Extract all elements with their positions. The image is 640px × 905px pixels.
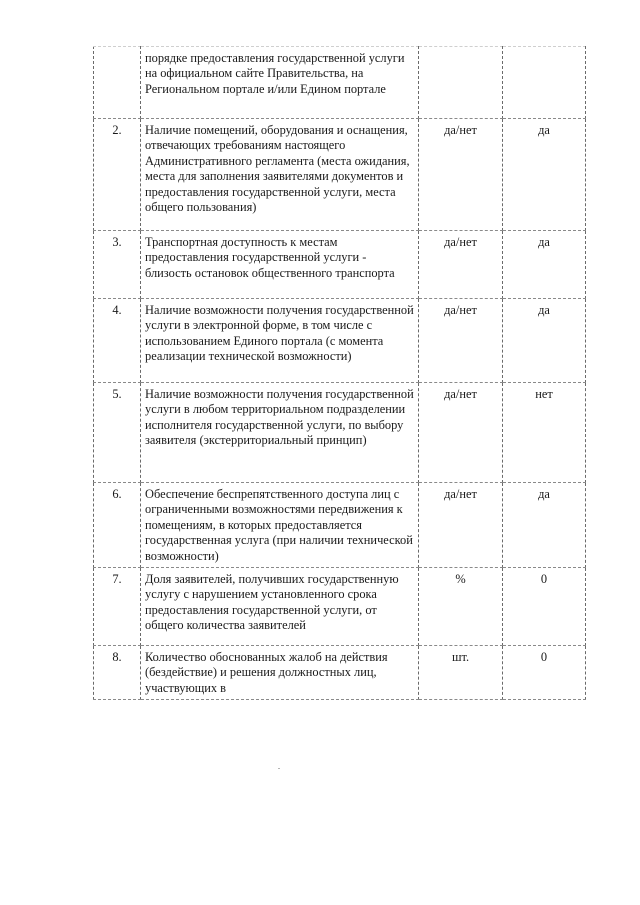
indicator-value: да bbox=[503, 483, 586, 568]
unit-of-measure: да/нет bbox=[419, 483, 503, 568]
row-number: 2. bbox=[94, 119, 141, 231]
row-number: 4. bbox=[94, 299, 141, 383]
row-number: 3. bbox=[94, 231, 141, 299]
unit-of-measure: да/нет bbox=[419, 383, 503, 483]
table-row bbox=[94, 299, 586, 383]
indicator-name: Транспортная доступность к местам предоставления государственной услуги - близость остановок общественного транспорта bbox=[141, 231, 419, 299]
indicator-value: 0 bbox=[503, 568, 586, 646]
row-number: 8. bbox=[94, 646, 141, 700]
indicator-value: 0 bbox=[503, 646, 586, 700]
indicator-value: да bbox=[503, 119, 586, 231]
indicator-name: Наличие возможности получения государственной услуги в электронной форме, в том числе с использованием Единого портала (с момента реализации технической возможности) bbox=[141, 299, 419, 383]
indicator-value: да bbox=[503, 299, 586, 383]
table-row bbox=[94, 231, 586, 299]
unit-of-measure: да/нет bbox=[419, 231, 503, 299]
unit-of-measure: да/нет bbox=[419, 119, 503, 231]
unit-of-measure: да/нет bbox=[419, 299, 503, 383]
table-row bbox=[94, 646, 586, 700]
scan-speck bbox=[278, 768, 280, 769]
table-row bbox=[94, 483, 586, 568]
unit-of-measure: шт. bbox=[419, 646, 503, 700]
table-row bbox=[94, 383, 586, 483]
unit-of-measure: % bbox=[419, 568, 503, 646]
row-number bbox=[94, 47, 141, 119]
indicator-name: порядке предоставления государственной услуги на официальном сайте Правительства, на Региональном портале и/или Едином портале bbox=[141, 47, 419, 119]
table-row bbox=[94, 568, 586, 646]
row-number: 6. bbox=[94, 483, 141, 568]
table-row bbox=[94, 119, 586, 231]
indicator-value: нет bbox=[503, 383, 586, 483]
indicator-value bbox=[503, 47, 586, 119]
row-number: 7. bbox=[94, 568, 141, 646]
indicator-name: Наличие возможности получения государственной услуги в любом территориальном подразделении исполнителя государственной услуги, по выбору заявителя (экстерриториальный принцип) bbox=[141, 383, 419, 483]
indicator-name: Доля заявителей, получивших государственную услугу с нарушением установленного срока предоставления государственной услуги, от общего количества заявителей bbox=[141, 568, 419, 646]
indicator-name: Наличие помещений, оборудования и оснащения, отвечающих требованиям настоящего Административного регламента (места ожидания, места для заполнения заявителями документов и предоставления государственной услуги, места общего пользования) bbox=[141, 119, 419, 231]
indicators-table bbox=[93, 46, 586, 700]
unit-of-measure bbox=[419, 47, 503, 119]
indicator-name: Количество обоснованных жалоб на действия (бездействие) и решения должностных лиц, участвующих в bbox=[141, 646, 419, 700]
indicator-value: да bbox=[503, 231, 586, 299]
table-row bbox=[94, 47, 586, 119]
indicator-name: Обеспечение беспрепятственного доступа лиц с ограниченными возможностями передвижения к помещениям, в которых предоставляется государственная услуга (при наличии технической возможности) bbox=[141, 483, 419, 568]
row-number: 5. bbox=[94, 383, 141, 483]
